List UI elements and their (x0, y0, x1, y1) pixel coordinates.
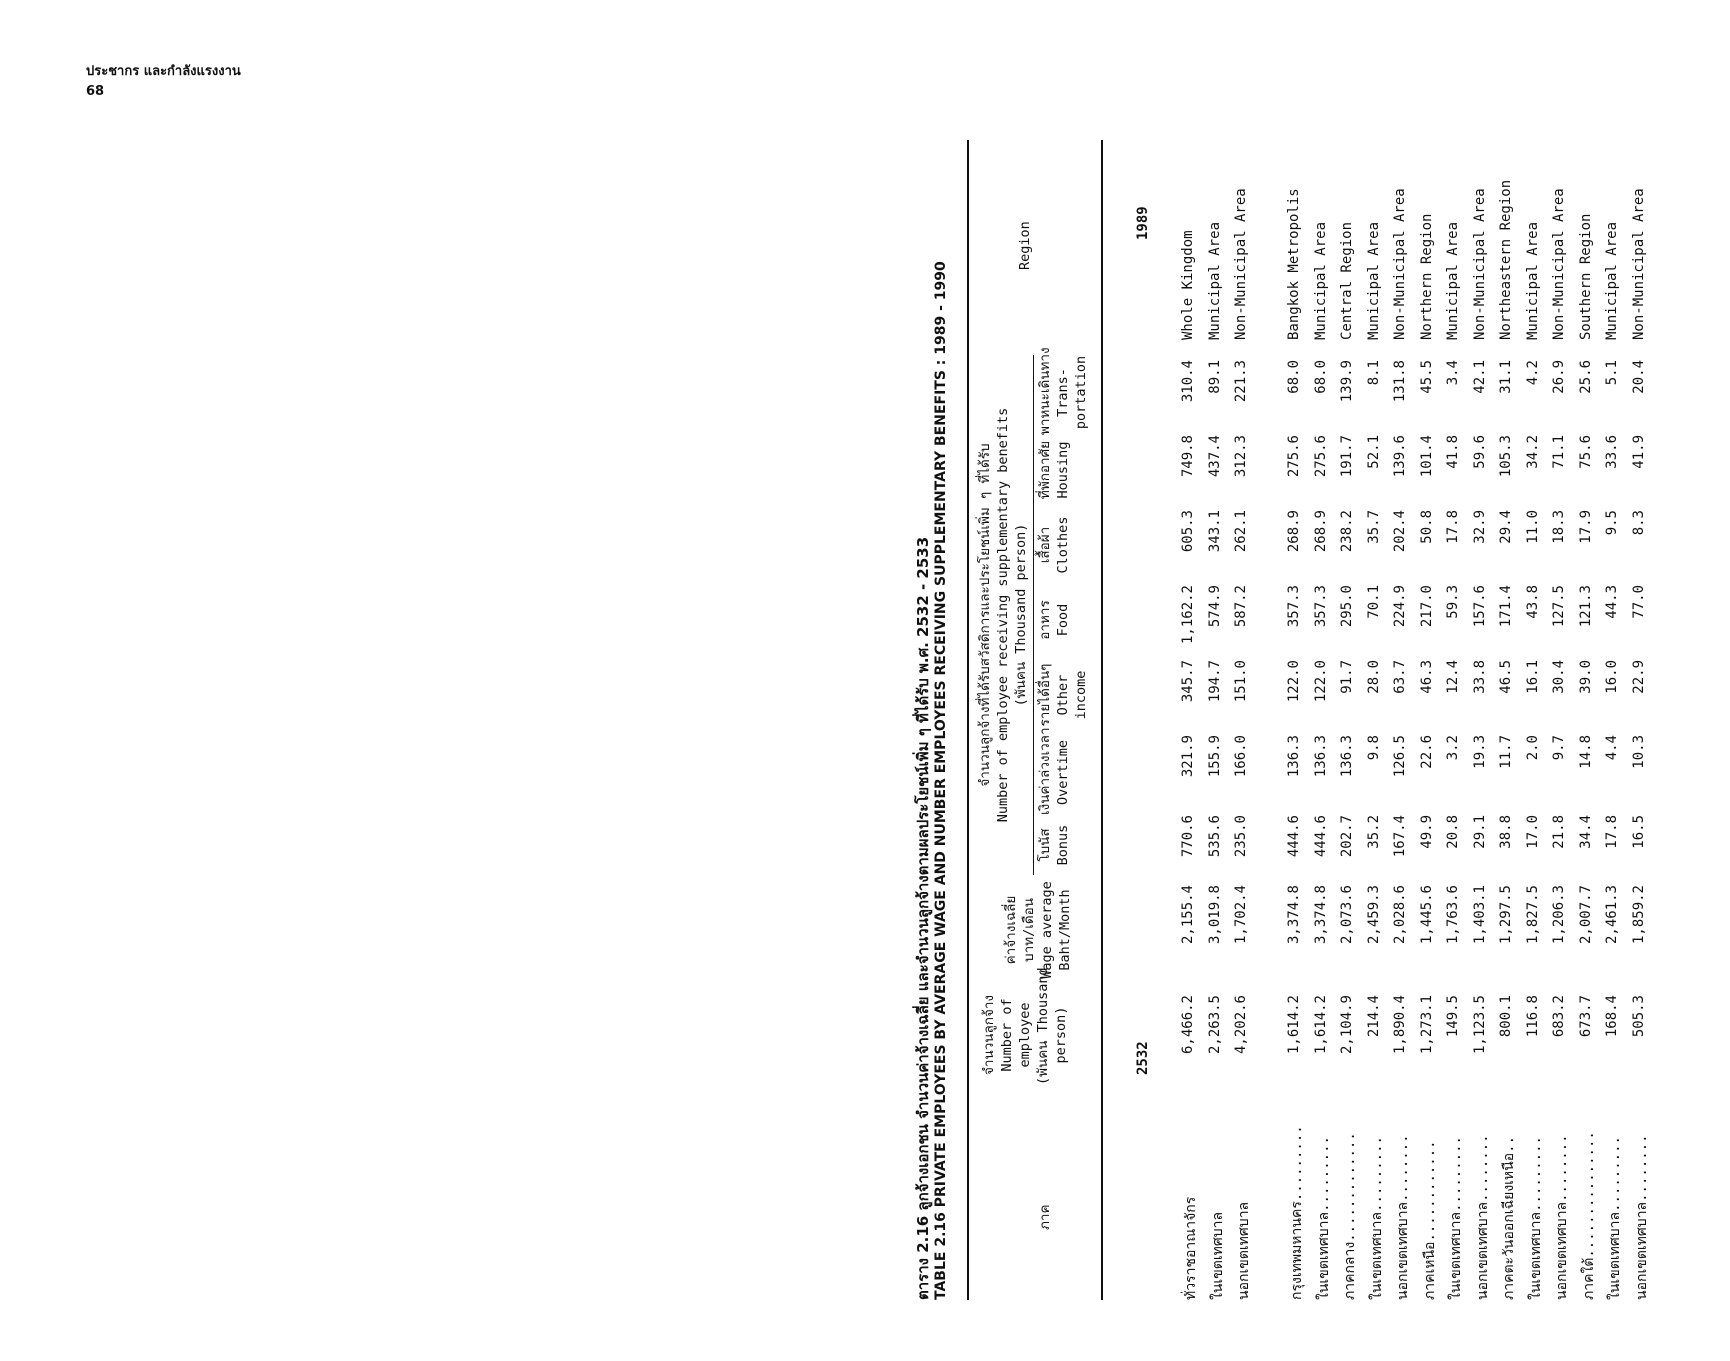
row-clothes: 268.9 (1286, 510, 1302, 553)
row-other-income: 33.8 (1471, 660, 1488, 694)
row-region-english: Non-Municipal Area (1551, 188, 1567, 340)
row-transportation: 31.1 (1498, 360, 1514, 394)
row-region-thai: นอกเขตเทศบาล (1236, 1201, 1252, 1300)
row-employees: 214.4 (1365, 995, 1382, 1038)
row-transportation: 25.6 (1577, 360, 1594, 394)
row-bonus: 21.8 (1551, 815, 1567, 849)
table-row (1631, 100, 1652, 1300)
row-other-income: 345.7 (1180, 660, 1196, 703)
row-employees: 4,202.6 (1233, 995, 1249, 1055)
row-wage: 2,028.6 (1392, 885, 1408, 945)
row-wage: 1,403.1 (1471, 885, 1488, 945)
header-bonus: โบนัส (1037, 828, 1053, 862)
row-region-english: Non-Municipal Area (1233, 188, 1249, 340)
row-region-english: Municipal Area (1524, 221, 1541, 340)
header-food: Food (1055, 603, 1071, 637)
row-transportation: 45.5 (1418, 360, 1435, 394)
row-employees: 2,263.5 (1206, 995, 1223, 1055)
header-employees-line: จำนวนลูกจ้าง (981, 994, 997, 1076)
table-row (1339, 100, 1360, 1300)
row-clothes: 17.9 (1577, 510, 1594, 544)
year-thai: 2532 (1135, 1041, 1151, 1075)
header-transportation: portation (1073, 355, 1089, 430)
row-housing: 105.3 (1498, 435, 1514, 478)
row-region-english: Municipal Area (1445, 221, 1461, 340)
row-overtime: 136.3 (1312, 735, 1329, 778)
row-region-thai: ในเขตเทศบาล (1209, 1211, 1226, 1300)
row-other-income: 63.7 (1392, 660, 1408, 694)
row-overtime: 136.3 (1339, 735, 1355, 778)
row-food: 70.1 (1365, 585, 1382, 619)
row-clothes: 18.3 (1551, 510, 1567, 544)
row-other-income: 16.0 (1604, 660, 1620, 694)
row-bonus: 38.8 (1498, 815, 1514, 849)
row-clothes: 11.0 (1524, 510, 1541, 544)
row-wage: 1,763.6 (1445, 885, 1461, 945)
row-clothes: 262.1 (1233, 510, 1249, 553)
row-region-thai: ในเขตเทศบาล......... (1368, 1136, 1385, 1300)
row-other-income: 122.0 (1286, 660, 1302, 703)
row-region-english: Municipal Area (1604, 221, 1620, 340)
row-housing: 52.1 (1365, 435, 1382, 469)
row-food: 224.9 (1392, 585, 1408, 628)
row-wage: 2,007.7 (1577, 885, 1594, 945)
header-benefits-line: (พันคน Thousand person) (1013, 523, 1029, 707)
table-title-english: TABLE 2.16 PRIVATE EMPLOYEES BY AVERAGE WAGE AND NUMBER EMPLOYEES RECEIVING SUPPLEMENTARY BENEFITS : 1989 - 1990 (933, 261, 949, 1300)
row-employees: 168.4 (1604, 995, 1620, 1038)
row-transportation: 89.1 (1206, 360, 1223, 394)
row-region-english: Central Region (1339, 221, 1355, 340)
row-other-income: 16.1 (1524, 660, 1541, 694)
table-row (1286, 100, 1307, 1300)
row-other-income: 22.9 (1630, 660, 1647, 694)
row-wage: 2,155.4 (1180, 885, 1196, 945)
top-rule (967, 140, 969, 1300)
row-overtime: 22.6 (1418, 735, 1435, 769)
table-row (1419, 100, 1440, 1300)
row-food: 217.0 (1418, 585, 1435, 628)
table-row (1366, 100, 1387, 1300)
row-region-thai: ในเขตเทศบาล......... (1607, 1136, 1623, 1300)
header-wage-line: บาท/เดือน (1021, 898, 1037, 962)
row-overtime: 10.3 (1630, 735, 1647, 769)
row-transportation: 68.0 (1286, 360, 1302, 394)
row-food: 171.4 (1498, 585, 1514, 628)
row-other-income: 46.5 (1498, 660, 1514, 694)
row-food: 77.0 (1630, 585, 1647, 619)
row-bonus: 535.6 (1206, 815, 1223, 858)
row-region-thai: ทั่วราชอาณาจักร (1183, 1196, 1199, 1300)
row-clothes: 343.1 (1206, 510, 1223, 553)
row-clothes: 35.7 (1365, 510, 1382, 544)
row-transportation: 26.9 (1551, 360, 1567, 394)
header-region-english: Region (1017, 221, 1033, 270)
row-employees: 673.7 (1577, 995, 1594, 1038)
row-bonus: 16.5 (1630, 815, 1647, 849)
table-row (1207, 100, 1228, 1300)
table-row (1604, 100, 1625, 1300)
row-housing: 34.2 (1524, 435, 1541, 469)
row-housing: 71.1 (1551, 435, 1567, 469)
row-food: 357.3 (1286, 585, 1302, 628)
row-clothes: 9.5 (1604, 510, 1620, 536)
row-bonus: 34.4 (1577, 815, 1594, 849)
row-housing: 41.8 (1445, 435, 1461, 469)
table-row (1392, 100, 1413, 1300)
header-wage-line: Wage average (1039, 881, 1055, 979)
row-overtime: 126.5 (1392, 735, 1408, 778)
row-housing: 59.6 (1471, 435, 1488, 469)
row-region-english: Bangkok Metropolis (1286, 188, 1302, 340)
row-region-thai: นอกเขตเทศบาล........ (1474, 1134, 1491, 1300)
row-region-english: Municipal Area (1312, 221, 1329, 340)
row-wage: 3,374.8 (1312, 885, 1329, 945)
row-transportation: 68.0 (1312, 360, 1329, 394)
row-bonus: 49.9 (1418, 815, 1435, 849)
header-employees-line: employee (1017, 1002, 1033, 1068)
row-transportation: 139.9 (1339, 360, 1355, 403)
row-food: 121.3 (1577, 585, 1594, 628)
row-employees: 1,123.5 (1471, 995, 1488, 1055)
row-region-english: Non-Municipal Area (1630, 188, 1647, 340)
row-food: 127.5 (1551, 585, 1567, 628)
row-region-thai: นอกเขตเทศบาล........ (1395, 1134, 1411, 1300)
row-food: 44.3 (1604, 585, 1620, 619)
header-wage-line: ค่าจ้างเฉลี่ย (1003, 895, 1019, 965)
row-housing: 139.6 (1392, 435, 1408, 478)
row-housing: 41.9 (1630, 435, 1647, 469)
row-clothes: 32.9 (1471, 510, 1488, 544)
header-other-income: รายได้อื่นๆ (1037, 663, 1053, 727)
row-bonus: 444.6 (1286, 815, 1302, 858)
row-clothes: 50.8 (1418, 510, 1435, 544)
row-other-income: 39.0 (1577, 660, 1594, 694)
row-region-thai: ภาคตะวันออกเฉียงเหนือ.. (1501, 1135, 1517, 1300)
header-overtime: เงินค่าล่วงเวลา (1037, 727, 1053, 815)
row-other-income: 30.4 (1551, 660, 1567, 694)
table-row (1472, 100, 1493, 1300)
table-row (1445, 100, 1466, 1300)
row-region-thai: กรุงเทพมหานคร......... (1289, 1125, 1305, 1300)
header-housing: Housing (1055, 441, 1071, 499)
row-overtime: 9.8 (1365, 735, 1382, 761)
row-wage: 2,459.3 (1365, 885, 1382, 945)
row-food: 59.3 (1445, 585, 1461, 619)
row-wage: 2,461.3 (1604, 885, 1620, 945)
row-overtime: 3.2 (1445, 735, 1461, 761)
row-bonus: 235.0 (1233, 815, 1249, 858)
row-food: 357.3 (1312, 585, 1329, 628)
row-overtime: 11.7 (1498, 735, 1514, 769)
page-number: 68 (86, 84, 105, 99)
row-clothes: 268.9 (1312, 510, 1329, 553)
row-overtime: 2.0 (1524, 735, 1541, 761)
row-other-income: 194.7 (1206, 660, 1223, 703)
table-row (1498, 100, 1519, 1300)
header-employees-line: Number of (999, 998, 1015, 1072)
row-overtime: 4.4 (1604, 735, 1620, 761)
row-housing: 437.4 (1206, 435, 1223, 478)
table-row (1313, 100, 1334, 1300)
table-row (1180, 100, 1201, 1300)
row-housing: 275.6 (1312, 435, 1329, 478)
row-wage: 1,859.2 (1630, 885, 1647, 945)
row-wage: 1,297.5 (1498, 885, 1514, 945)
header-employees-line: (พันคน Thousand (1035, 967, 1051, 1085)
row-employees: 683.2 (1551, 995, 1567, 1038)
row-clothes: 17.8 (1445, 510, 1461, 544)
row-region-english: Municipal Area (1206, 221, 1223, 340)
row-food: 1,162.2 (1180, 585, 1196, 645)
header-food: อาหาร (1037, 600, 1053, 640)
row-region-english: Non-Municipal Area (1471, 188, 1488, 340)
row-employees: 149.5 (1445, 995, 1461, 1038)
row-employees: 116.8 (1524, 995, 1541, 1038)
row-clothes: 202.4 (1392, 510, 1408, 553)
row-wage: 1,206.3 (1551, 885, 1567, 945)
row-other-income: 12.4 (1445, 660, 1461, 694)
row-employees: 1,273.1 (1418, 995, 1435, 1055)
row-clothes: 29.4 (1498, 510, 1514, 544)
row-transportation: 4.2 (1524, 360, 1541, 386)
row-other-income: 46.3 (1418, 660, 1435, 694)
row-housing: 101.4 (1418, 435, 1435, 478)
year-english: 1989 (1135, 206, 1151, 240)
row-bonus: 17.8 (1604, 815, 1620, 849)
header-clothes: Clothes (1055, 516, 1071, 574)
row-overtime: 19.3 (1471, 735, 1488, 769)
row-clothes: 605.3 (1180, 510, 1196, 553)
row-employees: 1,890.4 (1392, 995, 1408, 1055)
header-other-income: income (1073, 670, 1089, 720)
header-wage-line: Baht/Month (1057, 889, 1073, 971)
header-overtime: Overtime (1055, 739, 1071, 806)
row-transportation: 20.4 (1630, 360, 1647, 394)
row-housing: 75.6 (1577, 435, 1594, 469)
header-region-thai: ภาค (1037, 1204, 1053, 1230)
row-overtime: 321.9 (1180, 735, 1196, 778)
row-wage: 2,073.6 (1339, 885, 1355, 945)
row-region-thai: นอกเขตเทศบาล........ (1554, 1134, 1570, 1300)
header-transportation: Trans- (1055, 368, 1071, 417)
header-employees-line: person) (1053, 1006, 1069, 1064)
table-row (1578, 100, 1599, 1300)
row-transportation: 221.3 (1233, 360, 1249, 403)
table-row (1525, 100, 1546, 1300)
row-bonus: 35.2 (1365, 815, 1382, 849)
row-food: 574.9 (1206, 585, 1223, 628)
header-benefits-line: Number of employee receiving supplementary benefits (995, 407, 1011, 823)
header-other-income: Other (1055, 674, 1071, 716)
row-other-income: 151.0 (1233, 660, 1249, 703)
table-row (1233, 100, 1254, 1300)
row-other-income: 28.0 (1365, 660, 1382, 694)
row-overtime: 166.0 (1233, 735, 1249, 778)
row-overtime: 155.9 (1206, 735, 1223, 778)
row-overtime: 9.7 (1551, 735, 1567, 761)
row-transportation: 5.1 (1604, 360, 1620, 386)
row-bonus: 29.1 (1471, 815, 1488, 849)
row-food: 587.2 (1233, 585, 1249, 628)
row-bonus: 20.8 (1445, 815, 1461, 849)
row-bonus: 17.0 (1524, 815, 1541, 849)
row-employees: 800.1 (1498, 995, 1514, 1038)
row-region-thai: ในเขตเทศบาล......... (1315, 1136, 1332, 1300)
row-wage: 3,374.8 (1286, 885, 1302, 945)
row-employees: 6,466.2 (1180, 995, 1196, 1055)
header-bonus: Bonus (1055, 824, 1071, 866)
row-food: 43.8 (1524, 585, 1541, 619)
row-housing: 749.8 (1180, 435, 1196, 478)
table-row (1551, 100, 1572, 1300)
row-region-english: Non-Municipal Area (1392, 188, 1408, 340)
row-housing: 275.6 (1286, 435, 1302, 478)
benefits-underline (1033, 355, 1034, 875)
row-housing: 191.7 (1339, 435, 1355, 478)
header-benefits-line: จำนวนลูกจ้างที่ได้รับสวัสดิการและประโยชน์เพิ่ม ๆ ที่ได้รับ (977, 443, 993, 787)
row-transportation: 42.1 (1471, 360, 1488, 394)
page-running-title: ประชากร และกำลังแรงงาน (86, 64, 241, 79)
row-region-english: Municipal Area (1365, 221, 1382, 340)
header-housing: ที่พักอาศัย (1037, 440, 1053, 500)
row-other-income: 122.0 (1312, 660, 1329, 703)
row-region-thai: นอกเขตเทศบาล........ (1633, 1134, 1650, 1300)
row-transportation: 3.4 (1445, 360, 1461, 386)
row-region-english: Southern Region (1577, 213, 1594, 340)
table-title-thai: ตาราง 2.16 ลูกจ้างเอกชน จำนวนค่าจ้างเฉลี่ย และจำนวนลูกจ้างตามผลประโยชน์เพิ่ม ๆ ที่ได้รับ พ.ศ. 2532 - 2533 (914, 536, 932, 1300)
row-housing: 312.3 (1233, 435, 1249, 478)
row-region-thai: ในเขตเทศบาล......... (1527, 1136, 1544, 1300)
row-employees: 1,614.2 (1286, 995, 1302, 1055)
row-bonus: 202.7 (1339, 815, 1355, 858)
row-other-income: 91.7 (1339, 660, 1355, 694)
row-clothes: 8.3 (1630, 510, 1647, 536)
row-bonus: 770.6 (1180, 815, 1196, 858)
row-region-english: Northern Region (1418, 213, 1435, 340)
row-region-thai: ภาคใต้............... (1580, 1131, 1597, 1300)
row-clothes: 238.2 (1339, 510, 1355, 553)
row-housing: 33.6 (1604, 435, 1620, 469)
row-region-english: Northeastern Region (1498, 179, 1514, 340)
row-region-thai: ภาคเหนือ............ (1421, 1140, 1438, 1300)
rotated-table (905, 100, 1730, 1300)
row-employees: 1,614.2 (1312, 995, 1329, 1055)
row-bonus: 167.4 (1392, 815, 1408, 858)
header-bottom-rule (1101, 140, 1103, 1300)
row-overtime: 136.3 (1286, 735, 1302, 778)
row-wage: 1,827.5 (1524, 885, 1541, 945)
row-bonus: 444.6 (1312, 815, 1329, 858)
row-transportation: 8.1 (1365, 360, 1382, 386)
row-food: 157.6 (1471, 585, 1488, 628)
row-transportation: 310.4 (1180, 360, 1196, 403)
row-region-thai: ภาคกลาง............. (1342, 1132, 1358, 1300)
row-food: 295.0 (1339, 585, 1355, 628)
header-transportation: พาหนะเดินทาง (1037, 347, 1053, 435)
header-clothes: เสื้อผ้า (1037, 526, 1053, 564)
row-wage: 1,702.4 (1233, 885, 1249, 945)
row-wage: 3,019.8 (1206, 885, 1223, 945)
row-region-english: Whole Kingdom (1180, 230, 1196, 340)
row-region-thai: ในเขตเทศบาล......... (1448, 1136, 1464, 1300)
row-employees: 505.3 (1630, 995, 1647, 1038)
row-wage: 1,445.6 (1418, 885, 1435, 945)
row-overtime: 14.8 (1577, 735, 1594, 769)
row-transportation: 131.8 (1392, 360, 1408, 403)
row-employees: 2,104.9 (1339, 995, 1355, 1055)
